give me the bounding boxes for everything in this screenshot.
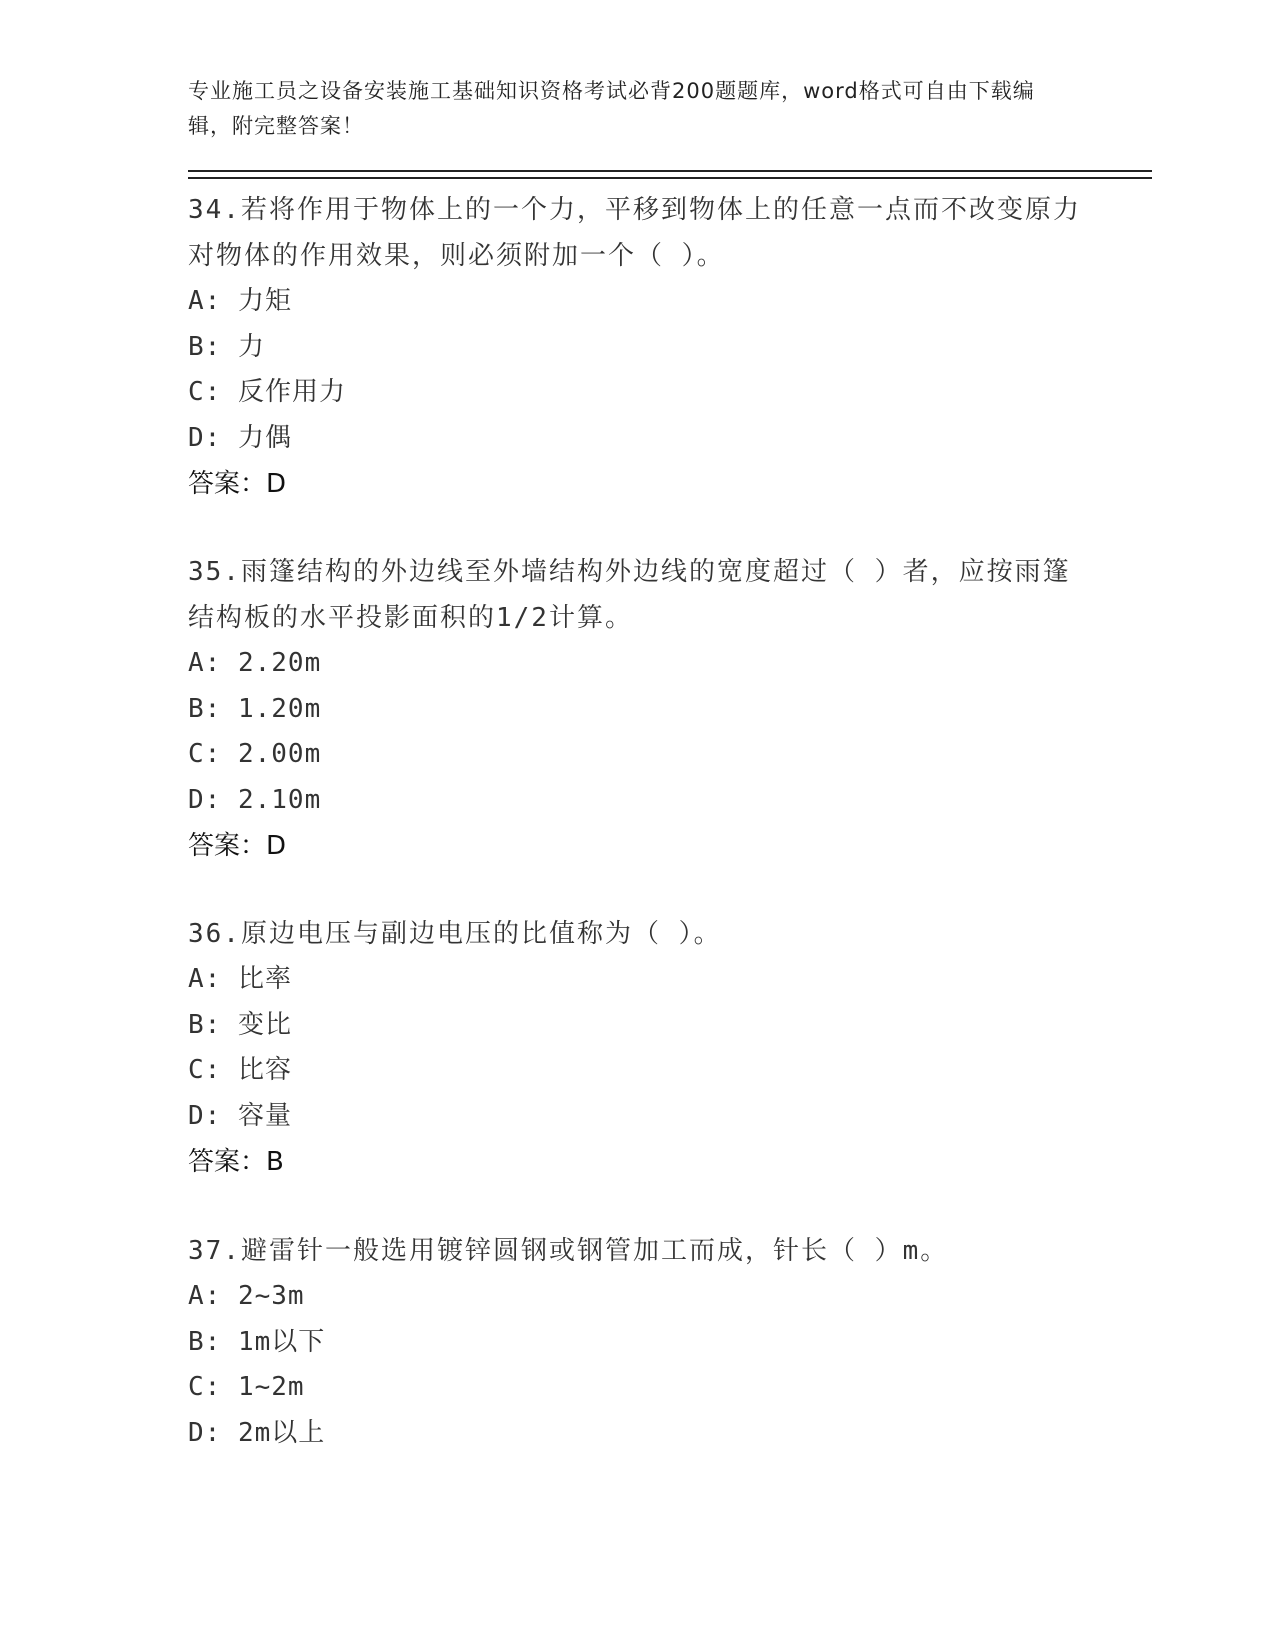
document-header: 专业施工员之设备安装施工基础知识资格考试必背200题题库，word格式可自由下载编辑，附完整答案！ — [188, 79, 1035, 138]
answer: 答案：B — [188, 1147, 284, 1177]
option-a: A: 2.20m — [188, 648, 322, 678]
question-36 — [188, 911, 1088, 1185]
answer: 答案：D — [188, 831, 287, 861]
option-b: B: 变比 — [188, 1009, 292, 1040]
option-b: B: 力 — [188, 331, 265, 362]
option-a: A: 2~3m — [188, 1281, 305, 1311]
question-34 — [188, 187, 1088, 507]
question-35 — [188, 549, 1088, 869]
option-b: B: 1m以下 — [188, 1326, 326, 1357]
option-d: D: 力偶 — [188, 422, 292, 453]
question-stem: 37.避雷针一般选用镀锌圆钢或钢管加工而成，针长（ ）m。 — [188, 1236, 949, 1266]
question-37 — [188, 1228, 1088, 1456]
question-stem: 35.雨篷结构的外边线至外墙结构外边线的宽度超过（ ）者，应按雨篷结构板的水平投影面积的1/2计算。 — [188, 557, 1071, 633]
question-stem: 36.原边电压与副边电压的比值称为（ ）。 — [188, 919, 722, 949]
header-divider-top — [188, 170, 1152, 172]
option-c: C: 1~2m — [188, 1372, 305, 1402]
header-divider-bottom — [188, 177, 1152, 179]
option-c: C: 反作用力 — [188, 377, 346, 407]
option-b: B: 1.20m — [188, 693, 322, 724]
option-c: C: 2.00m — [188, 739, 322, 769]
option-d: D: 2m以上 — [188, 1417, 326, 1448]
option-a: A: 力矩 — [188, 286, 292, 316]
answer: 答案：D — [188, 469, 287, 499]
question-stem: 34.若将作用于物体上的一个力，平移到物体上的任意一点而不改变原力对物体的作用效果，则必须附加一个（ ）。 — [188, 195, 1081, 271]
option-d: D: 2.10m — [188, 784, 322, 815]
option-c: C: 比容 — [188, 1055, 292, 1085]
option-d: D: 容量 — [188, 1100, 292, 1131]
option-a: A: 比率 — [188, 964, 292, 994]
